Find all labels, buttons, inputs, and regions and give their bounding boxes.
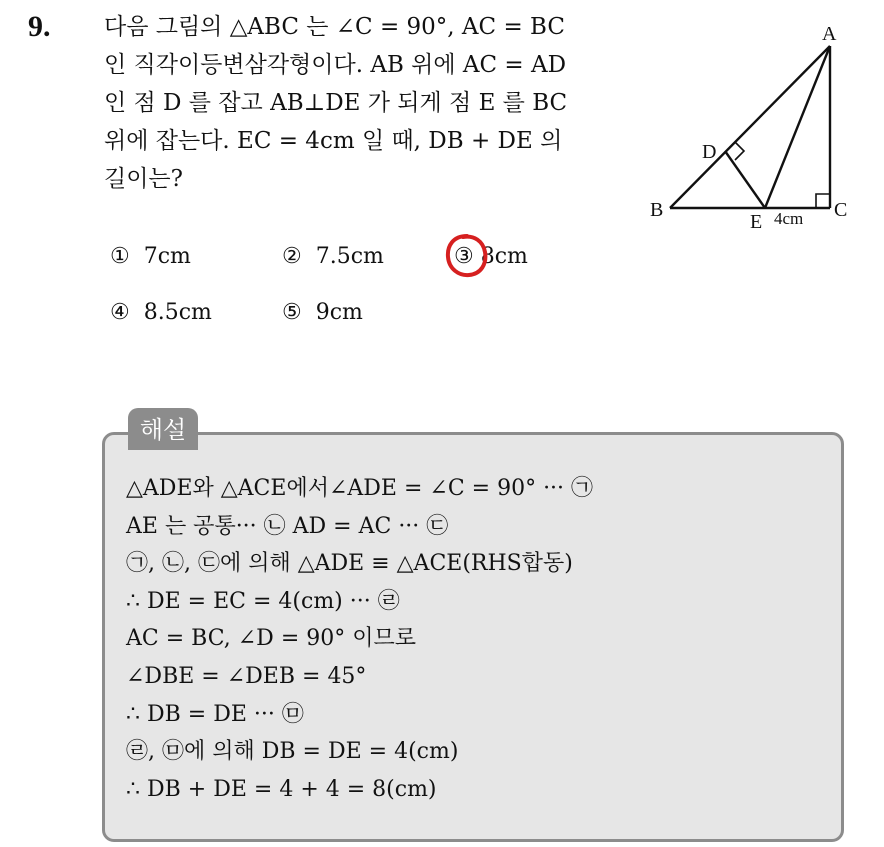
solution-line: △ADE와 △ACE에서∠ADE = ∠C = 90° ··· ㉠ xyxy=(126,476,594,501)
solution-line: AC = BC, ∠D = 90° 이므로 xyxy=(126,626,416,652)
label-e: E xyxy=(750,211,763,233)
segment-ae xyxy=(765,46,830,208)
choice-text: 8cm xyxy=(480,244,528,269)
choice-mark: ③ xyxy=(454,244,474,269)
segment-ab xyxy=(670,46,830,208)
choice-mark: ② xyxy=(282,244,302,269)
question-line: 길이는? xyxy=(104,166,183,192)
choice-mark: ④ xyxy=(110,300,130,325)
choice-text: 9cm xyxy=(315,300,363,325)
choice-5[interactable] xyxy=(282,300,363,325)
choice-2[interactable] xyxy=(282,244,384,269)
question-line: 위에 잡는다. EC = 4cm 일 때, DB + DE 의 xyxy=(104,128,563,154)
solution-text xyxy=(126,470,593,808)
solution-line: ∴ DE = EC = 4(cm) ··· ㉣ xyxy=(126,588,400,614)
question-text xyxy=(104,8,624,198)
solution-tab: 해설 xyxy=(128,408,198,450)
right-angle-mark-d xyxy=(735,142,744,160)
label-ec-length: 4cm xyxy=(774,209,804,228)
solution-line: ㉠, ㉡, ㉢에 의해 △ADE ≡ △ACE(RHS합동) xyxy=(126,551,573,577)
label-b: B xyxy=(650,199,664,221)
question-number: 9. xyxy=(28,10,51,43)
label-d: D xyxy=(702,141,717,163)
solution-line: ∴ DB + DE = 4 + 4 = 8(cm) xyxy=(126,776,437,802)
segment-de xyxy=(725,151,765,208)
choice-text: 7.5cm xyxy=(315,244,384,269)
question-line: 다음 그림의 △ABC 는 ∠C = 90°, AC = BC xyxy=(104,14,565,40)
solution-line: AE 는 공통··· ㉡ AD = AC ··· ㉢ xyxy=(126,513,449,539)
selected-answer-circle-icon xyxy=(443,230,491,280)
choice-mark: ① xyxy=(110,244,130,269)
question-line: 인 직각이등변삼각형이다. AB 위에 AC = AD xyxy=(104,52,567,78)
choice-4[interactable] xyxy=(110,300,212,325)
label-c: C xyxy=(834,199,848,221)
question-line: 인 점 D 를 잡고 AB⊥DE 가 되게 점 E 를 BC xyxy=(104,90,568,116)
choice-1[interactable] xyxy=(110,244,191,269)
solution-line: ㉣, ㉤에 의해 DB = DE = 4(cm) xyxy=(126,739,459,765)
choice-mark: ⑤ xyxy=(282,300,302,325)
choice-text: 7cm xyxy=(143,244,191,269)
solution-line: ∠DBE = ∠DEB = 45° xyxy=(126,663,367,689)
choice-text: 8.5cm xyxy=(143,300,212,325)
solution-line: ∴ DB = DE ··· ㉤ xyxy=(126,701,304,727)
triangle-figure xyxy=(640,18,870,238)
label-a: A xyxy=(822,23,837,45)
right-angle-mark-c xyxy=(816,194,830,208)
